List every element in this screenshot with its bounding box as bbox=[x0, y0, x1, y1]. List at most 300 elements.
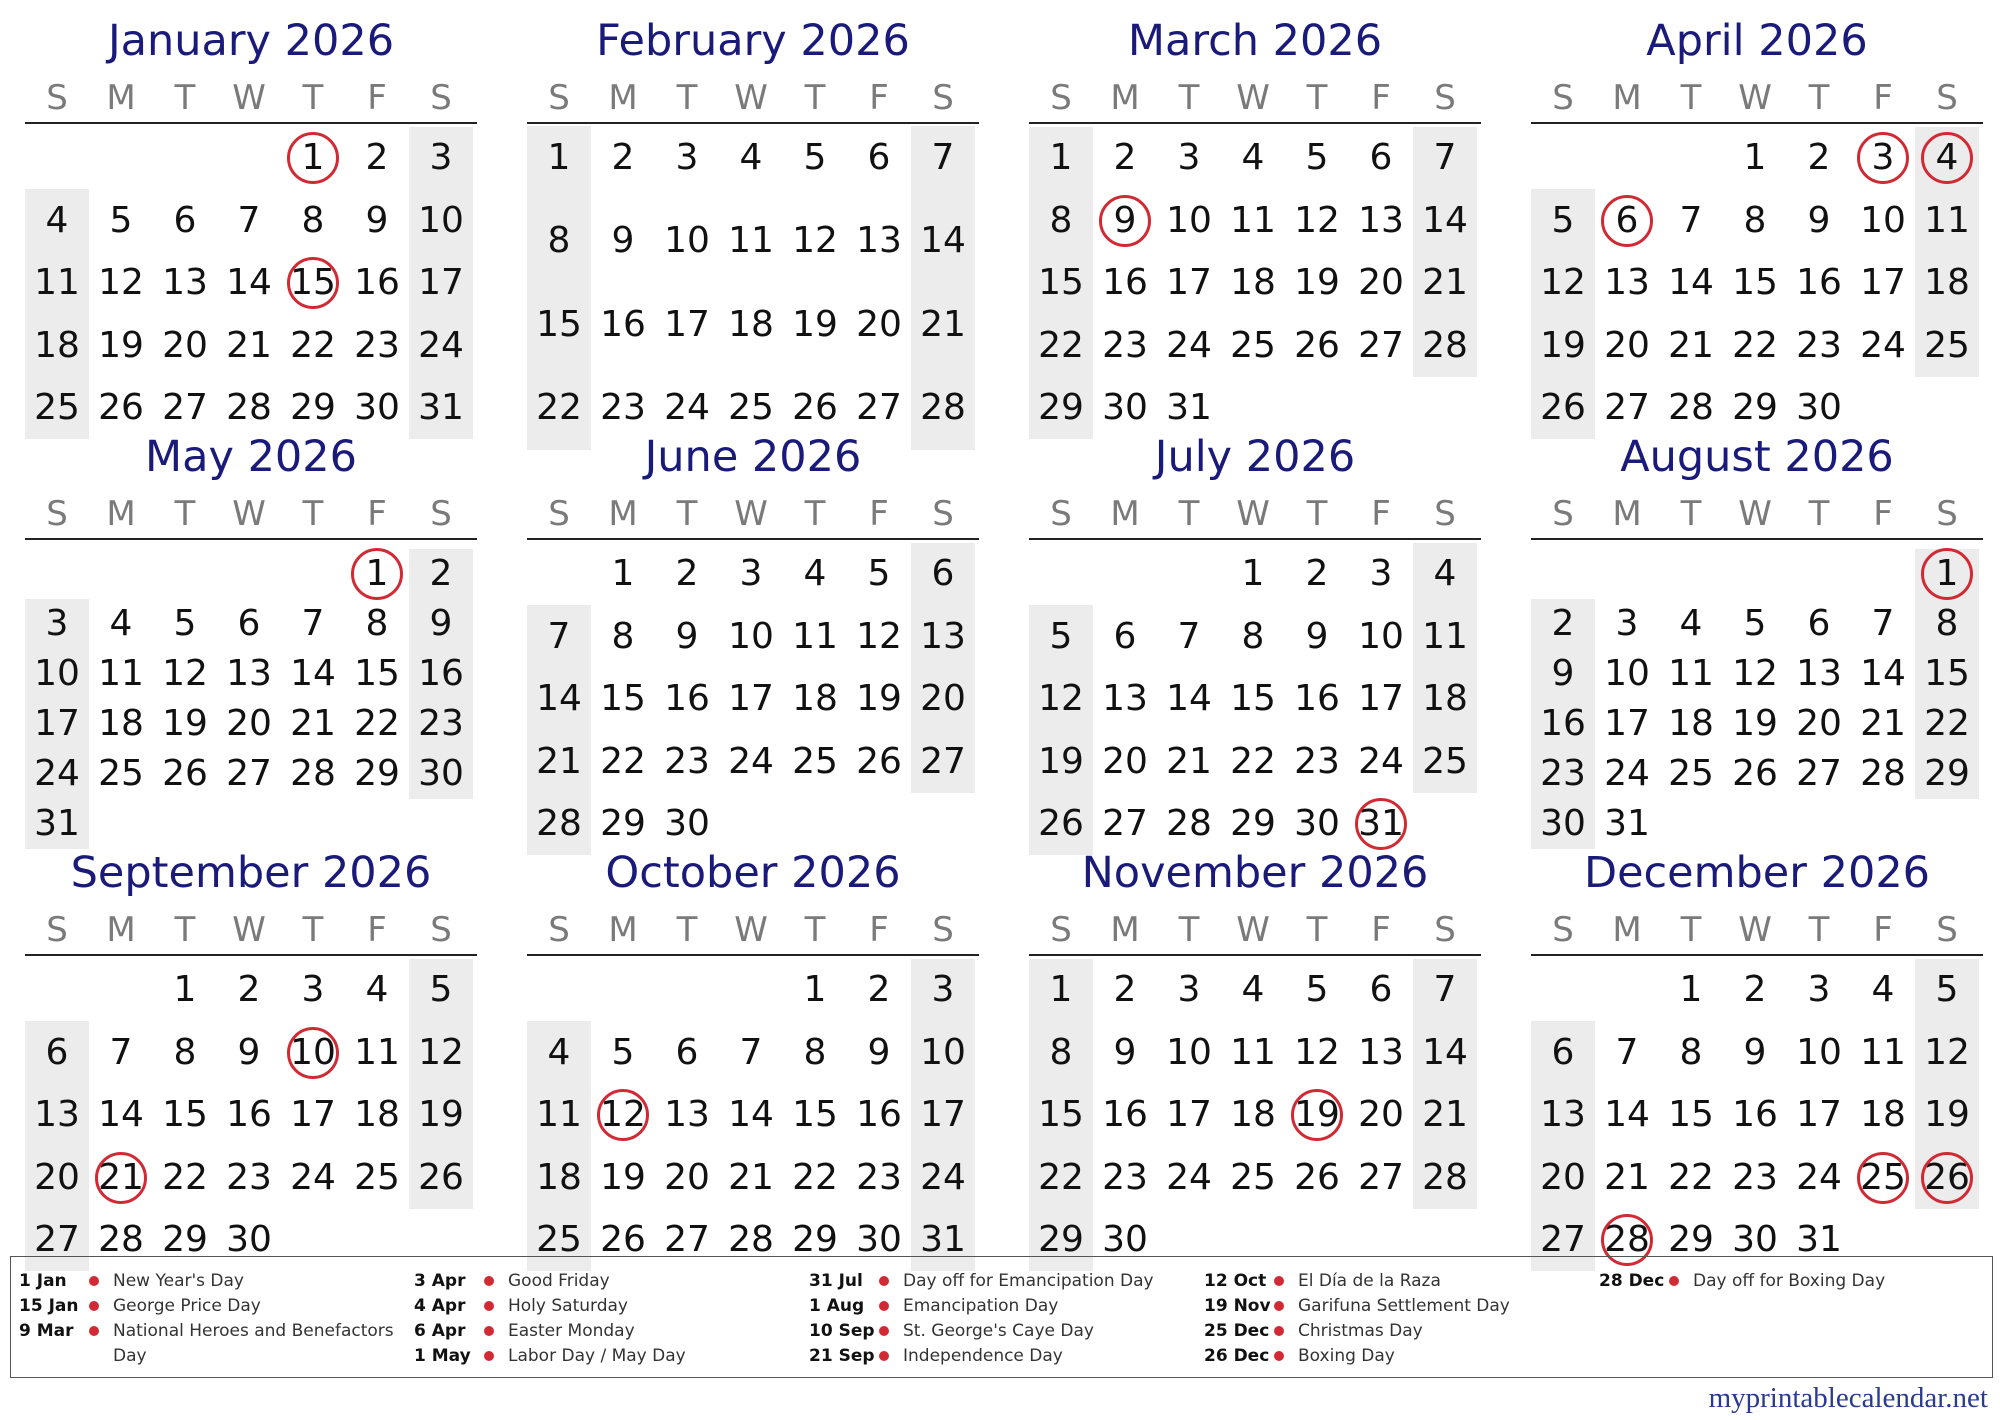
legend-date: 1 May bbox=[414, 1346, 471, 1366]
day-cell: 3 bbox=[301, 969, 325, 1010]
day-cell: 20 bbox=[1540, 1156, 1586, 1198]
day-cell: 10 bbox=[1166, 1031, 1212, 1073]
day-cell: 24 bbox=[728, 740, 774, 782]
day-cell: 27 bbox=[1540, 1219, 1586, 1260]
day-cell: 5 bbox=[173, 603, 197, 644]
month-title: May 2026 bbox=[145, 432, 357, 482]
day-cell: 6 bbox=[1369, 969, 1393, 1010]
legend-item bbox=[1204, 1294, 1599, 1319]
weekday-header: M bbox=[1110, 910, 1140, 950]
weekday-header: S bbox=[548, 494, 570, 534]
day-cell: 22 bbox=[1230, 740, 1276, 782]
weekday-header: S bbox=[430, 78, 452, 118]
legend-date: 19 Nov bbox=[1204, 1296, 1271, 1316]
holiday-day-cell: 26 bbox=[1915, 1151, 1979, 1205]
day-cell: 16 bbox=[418, 653, 464, 694]
site-footer[interactable]: myprintablecalendar.net bbox=[1708, 1382, 1988, 1414]
month-title: January 2026 bbox=[107, 16, 395, 66]
weekday-header: F bbox=[869, 494, 889, 534]
day-cell: 24 bbox=[664, 387, 710, 428]
day-cell: 28 bbox=[98, 1219, 144, 1260]
day-cell: 30 bbox=[1102, 387, 1148, 428]
day-cell: 6 bbox=[867, 137, 891, 178]
day-cell: 25 bbox=[34, 387, 80, 428]
day-cell: 21 bbox=[1860, 703, 1906, 744]
day-cell: 26 bbox=[856, 740, 902, 782]
legend-item bbox=[1599, 1269, 1994, 1294]
weekday-header: S bbox=[1552, 494, 1574, 534]
day-cell: 9 bbox=[1807, 199, 1831, 241]
day-cell: 18 bbox=[354, 1094, 400, 1135]
day-cell: 25 bbox=[536, 1219, 582, 1260]
day-cell: 23 bbox=[1294, 740, 1340, 782]
day-cell: 7 bbox=[931, 137, 955, 178]
holiday-dot-icon bbox=[89, 1326, 99, 1336]
day-cell: 15 bbox=[536, 303, 582, 345]
weekday-header: T bbox=[302, 910, 324, 950]
day-cell: 3 bbox=[931, 969, 955, 1010]
day-cell: 1 bbox=[547, 137, 571, 178]
day-cell: 5 bbox=[1305, 137, 1329, 178]
day-cell: 5 bbox=[109, 199, 133, 241]
day-cell: 16 bbox=[1732, 1094, 1778, 1135]
day-cell: 26 bbox=[792, 387, 838, 428]
day-cell: 6 bbox=[1369, 137, 1393, 178]
day-cell: 4 bbox=[45, 199, 69, 241]
day-cell: 16 bbox=[1102, 1094, 1148, 1135]
weekday-header: T bbox=[1178, 494, 1200, 534]
weekday-header: T bbox=[302, 494, 324, 534]
header-divider bbox=[1029, 954, 1481, 956]
day-cell: 1 bbox=[1241, 553, 1265, 594]
day-cell: 9 bbox=[1113, 1031, 1137, 1073]
day-cell: 10 bbox=[418, 199, 464, 241]
day-cell: 12 bbox=[1540, 262, 1586, 303]
weekday-header: T bbox=[1178, 910, 1200, 950]
holiday-dot-icon bbox=[879, 1326, 889, 1336]
day-cell: 15 bbox=[792, 1094, 838, 1135]
day-cell: 17 bbox=[1604, 703, 1650, 744]
day-cell: 23 bbox=[1732, 1156, 1778, 1198]
day-cell: 10 bbox=[1166, 199, 1212, 241]
day-cell: 25 bbox=[728, 387, 774, 428]
legend-holiday-name: Emancipation Day bbox=[903, 1296, 1059, 1316]
weekday-header: T bbox=[174, 910, 196, 950]
weekday-header: T bbox=[804, 910, 826, 950]
holiday-day-cell: 1 bbox=[1915, 547, 1979, 601]
day-cell: 17 bbox=[728, 678, 774, 719]
legend-item bbox=[809, 1269, 1204, 1294]
weekday-header: S bbox=[548, 78, 570, 118]
holiday-day-cell: 3 bbox=[1851, 131, 1915, 185]
holiday-day-cell: 10 bbox=[281, 1026, 345, 1080]
day-cell: 6 bbox=[1551, 1031, 1575, 1073]
weekday-header: F bbox=[869, 78, 889, 118]
weekday-header: W bbox=[1738, 78, 1772, 118]
day-cell: 28 bbox=[1668, 387, 1714, 428]
day-cell: 27 bbox=[856, 387, 902, 428]
weekday-header: T bbox=[1680, 494, 1702, 534]
day-cell: 16 bbox=[354, 262, 400, 303]
day-cell: 27 bbox=[1796, 753, 1842, 794]
day-cell: 27 bbox=[226, 753, 272, 794]
weekday-header: T bbox=[1306, 494, 1328, 534]
legend-date: 4 Apr bbox=[414, 1296, 466, 1316]
day-cell: 30 bbox=[226, 1219, 272, 1260]
weekday-header: W bbox=[734, 494, 768, 534]
legend-date: 31 Jul bbox=[809, 1271, 863, 1291]
day-cell: 23 bbox=[354, 324, 400, 366]
day-cell: 13 bbox=[856, 220, 902, 262]
day-cell: 24 bbox=[920, 1156, 966, 1198]
month-august bbox=[1531, 416, 1983, 844]
day-cell: 11 bbox=[728, 220, 774, 262]
legend-date: 3 Apr bbox=[414, 1271, 466, 1291]
day-cell: 19 bbox=[1038, 740, 1084, 782]
legend-item bbox=[19, 1294, 414, 1319]
day-cell: 30 bbox=[1294, 803, 1340, 844]
holiday-dot-icon bbox=[1274, 1276, 1284, 1286]
day-cell: 8 bbox=[1935, 603, 1959, 644]
day-cell: 8 bbox=[1049, 1031, 1073, 1073]
day-cell: 2 bbox=[365, 137, 389, 178]
legend-item bbox=[414, 1269, 809, 1294]
legend-holiday-name: St. George's Caye Day bbox=[903, 1321, 1094, 1341]
day-cell: 2 bbox=[237, 969, 261, 1010]
holiday-day-cell: 1 bbox=[281, 131, 345, 185]
day-cell: 28 bbox=[536, 803, 582, 844]
day-cell: 6 bbox=[931, 553, 955, 594]
legend-date: 15 Jan bbox=[19, 1296, 79, 1316]
weekday-header: S bbox=[548, 910, 570, 950]
day-cell: 23 bbox=[1540, 753, 1586, 794]
day-cell: 13 bbox=[226, 653, 272, 694]
weekday-header: S bbox=[932, 494, 954, 534]
day-cell: 28 bbox=[728, 1219, 774, 1260]
legend-date: 25 Dec bbox=[1204, 1321, 1270, 1341]
day-cell: 4 bbox=[1871, 969, 1895, 1010]
day-cell: 30 bbox=[1540, 803, 1586, 844]
day-cell: 10 bbox=[1796, 1031, 1842, 1073]
weekday-header: T bbox=[1178, 78, 1200, 118]
day-cell: 2 bbox=[429, 553, 453, 594]
day-cell: 30 bbox=[1796, 387, 1842, 428]
day-cell: 22 bbox=[1038, 324, 1084, 366]
day-cell: 22 bbox=[1924, 703, 1970, 744]
day-cell: 12 bbox=[1038, 678, 1084, 719]
day-cell: 18 bbox=[1668, 703, 1714, 744]
legend-holiday-name: Holy Saturday bbox=[508, 1296, 628, 1316]
day-cell: 5 bbox=[1305, 969, 1329, 1010]
day-cell: 29 bbox=[1230, 803, 1276, 844]
header-divider bbox=[527, 122, 979, 124]
day-cell: 13 bbox=[34, 1094, 80, 1135]
day-cell: 16 bbox=[1294, 678, 1340, 719]
weekday-header: S bbox=[932, 78, 954, 118]
day-cell: 4 bbox=[1241, 969, 1265, 1010]
day-cell: 25 bbox=[1230, 324, 1276, 366]
day-cell: 1 bbox=[1049, 137, 1073, 178]
day-cell: 31 bbox=[1796, 1219, 1842, 1260]
day-cell: 24 bbox=[34, 753, 80, 794]
day-cell: 9 bbox=[611, 220, 635, 262]
day-cell: 24 bbox=[290, 1156, 336, 1198]
day-cell: 14 bbox=[536, 678, 582, 719]
day-cell: 18 bbox=[1860, 1094, 1906, 1135]
weekday-header: M bbox=[106, 78, 136, 118]
day-cell: 4 bbox=[109, 603, 133, 644]
holiday-dot-icon bbox=[484, 1276, 494, 1286]
day-cell: 20 bbox=[1604, 324, 1650, 366]
weekday-header: M bbox=[1612, 494, 1642, 534]
day-cell: 24 bbox=[1604, 753, 1650, 794]
month-title: October 2026 bbox=[605, 848, 901, 898]
day-cell: 18 bbox=[536, 1156, 582, 1198]
day-cell: 3 bbox=[1177, 137, 1201, 178]
day-cell: 10 bbox=[728, 615, 774, 657]
day-cell: 11 bbox=[1668, 653, 1714, 694]
day-cell: 2 bbox=[1305, 553, 1329, 594]
day-cell: 17 bbox=[920, 1094, 966, 1135]
holiday-dot-icon bbox=[89, 1301, 99, 1311]
day-cell: 12 bbox=[792, 220, 838, 262]
day-cell: 15 bbox=[1038, 262, 1084, 303]
day-cell: 26 bbox=[1294, 324, 1340, 366]
day-cell: 27 bbox=[1358, 324, 1404, 366]
day-cell: 2 bbox=[1807, 137, 1831, 178]
legend-holiday-name: Boxing Day bbox=[1298, 1346, 1395, 1366]
weekday-header: F bbox=[1371, 78, 1391, 118]
day-cell: 29 bbox=[354, 753, 400, 794]
day-cell: 17 bbox=[1358, 678, 1404, 719]
day-cell: 27 bbox=[1358, 1156, 1404, 1198]
day-cell: 13 bbox=[162, 262, 208, 303]
weekday-header: T bbox=[1306, 78, 1328, 118]
day-cell: 24 bbox=[1860, 324, 1906, 366]
day-cell: 20 bbox=[34, 1156, 80, 1198]
holiday-dot-icon bbox=[89, 1276, 99, 1286]
day-cell: 1 bbox=[173, 969, 197, 1010]
legend-item bbox=[414, 1294, 809, 1319]
day-cell: 23 bbox=[418, 703, 464, 744]
weekday-header: W bbox=[734, 78, 768, 118]
weekday-header: M bbox=[1612, 78, 1642, 118]
day-cell: 22 bbox=[290, 324, 336, 366]
day-cell: 17 bbox=[1860, 262, 1906, 303]
weekday-header: M bbox=[608, 494, 638, 534]
weekday-header: S bbox=[1552, 78, 1574, 118]
day-cell: 7 bbox=[1433, 969, 1457, 1010]
day-cell: 7 bbox=[739, 1031, 763, 1073]
day-cell: 25 bbox=[1924, 324, 1970, 366]
holiday-day-cell: 12 bbox=[591, 1088, 655, 1142]
weekday-header: F bbox=[1873, 910, 1893, 950]
day-cell: 16 bbox=[856, 1094, 902, 1135]
month-october bbox=[527, 832, 979, 1260]
day-cell: 10 bbox=[34, 653, 80, 694]
weekday-header: F bbox=[1873, 78, 1893, 118]
day-cell: 9 bbox=[1305, 615, 1329, 657]
holiday-day-cell: 19 bbox=[1285, 1088, 1349, 1142]
day-cell: 28 bbox=[226, 387, 272, 428]
month-title: July 2026 bbox=[1154, 432, 1356, 482]
day-cell: 7 bbox=[301, 603, 325, 644]
day-cell: 19 bbox=[1924, 1094, 1970, 1135]
month-title: February 2026 bbox=[596, 16, 910, 66]
day-cell: 19 bbox=[1732, 703, 1778, 744]
day-cell: 30 bbox=[664, 803, 710, 844]
day-cell: 21 bbox=[728, 1156, 774, 1198]
day-cell: 20 bbox=[1358, 1094, 1404, 1135]
weekday-header: S bbox=[1434, 494, 1456, 534]
day-cell: 16 bbox=[226, 1094, 272, 1135]
day-cell: 13 bbox=[664, 1094, 710, 1135]
day-cell: 22 bbox=[162, 1156, 208, 1198]
day-cell: 8 bbox=[173, 1031, 197, 1073]
day-cell: 28 bbox=[1422, 324, 1468, 366]
day-cell: 22 bbox=[1668, 1156, 1714, 1198]
day-cell: 14 bbox=[1166, 678, 1212, 719]
weekday-header: T bbox=[804, 78, 826, 118]
holiday-dot-icon bbox=[1274, 1326, 1284, 1336]
day-cell: 21 bbox=[1422, 262, 1468, 303]
day-cell: 15 bbox=[354, 653, 400, 694]
day-cell: 27 bbox=[162, 387, 208, 428]
legend-holiday-name: Labor Day / May Day bbox=[508, 1346, 686, 1366]
day-cell: 22 bbox=[536, 387, 582, 428]
day-cell: 20 bbox=[1796, 703, 1842, 744]
day-cell: 21 bbox=[1422, 1094, 1468, 1135]
day-cell: 20 bbox=[856, 303, 902, 345]
day-cell: 9 bbox=[867, 1031, 891, 1073]
day-cell: 6 bbox=[1113, 615, 1137, 657]
weekday-header: S bbox=[932, 910, 954, 950]
day-cell: 10 bbox=[920, 1031, 966, 1073]
day-cell: 21 bbox=[920, 303, 966, 345]
day-cell: 23 bbox=[1796, 324, 1842, 366]
weekday-header: F bbox=[1371, 494, 1391, 534]
day-cell: 20 bbox=[920, 678, 966, 719]
day-cell: 12 bbox=[1294, 1031, 1340, 1073]
weekday-header: W bbox=[1236, 78, 1270, 118]
day-cell: 19 bbox=[98, 324, 144, 366]
day-cell: 5 bbox=[803, 137, 827, 178]
legend-date: 28 Dec bbox=[1599, 1271, 1665, 1291]
day-cell: 30 bbox=[354, 387, 400, 428]
day-cell: 5 bbox=[1743, 603, 1767, 644]
weekday-header: S bbox=[1050, 78, 1072, 118]
holiday-dot-icon bbox=[879, 1276, 889, 1286]
month-title: April 2026 bbox=[1646, 16, 1868, 66]
day-cell: 16 bbox=[600, 303, 646, 345]
legend-item bbox=[809, 1344, 1204, 1369]
header-divider bbox=[1531, 122, 1983, 124]
day-cell: 15 bbox=[1924, 653, 1970, 694]
day-cell: 17 bbox=[418, 262, 464, 303]
holiday-day-cell: 9 bbox=[1093, 194, 1157, 248]
day-cell: 1 bbox=[803, 969, 827, 1010]
month-title: December 2026 bbox=[1583, 848, 1931, 898]
month-title: November 2026 bbox=[1081, 848, 1429, 898]
day-cell: 15 bbox=[1038, 1094, 1084, 1135]
day-cell: 25 bbox=[792, 740, 838, 782]
day-cell: 29 bbox=[600, 803, 646, 844]
holiday-dot-icon bbox=[1274, 1301, 1284, 1311]
weekday-header: T bbox=[174, 78, 196, 118]
day-cell: 8 bbox=[301, 199, 325, 241]
day-cell: 7 bbox=[1177, 615, 1201, 657]
weekday-header: S bbox=[1050, 910, 1072, 950]
header-divider bbox=[25, 954, 477, 956]
day-cell: 10 bbox=[1860, 199, 1906, 241]
day-cell: 8 bbox=[1241, 615, 1265, 657]
day-cell: 29 bbox=[290, 387, 336, 428]
day-cell: 14 bbox=[1860, 653, 1906, 694]
day-cell: 3 bbox=[1369, 553, 1393, 594]
day-cell: 22 bbox=[354, 703, 400, 744]
day-cell: 19 bbox=[162, 703, 208, 744]
weekday-header: W bbox=[232, 494, 266, 534]
weekday-header: S bbox=[1936, 494, 1958, 534]
legend-date: 6 Apr bbox=[414, 1321, 466, 1341]
weekday-header: S bbox=[1434, 910, 1456, 950]
month-september bbox=[25, 832, 477, 1260]
legend-date: 9 Mar bbox=[19, 1321, 74, 1341]
weekday-header: T bbox=[1680, 910, 1702, 950]
legend-item bbox=[19, 1319, 414, 1369]
day-cell: 12 bbox=[1294, 199, 1340, 241]
day-cell: 8 bbox=[547, 220, 571, 262]
legend-holiday-name: Garifuna Settlement Day bbox=[1298, 1296, 1510, 1316]
day-cell: 16 bbox=[1540, 703, 1586, 744]
day-cell: 25 bbox=[1230, 1156, 1276, 1198]
day-cell: 9 bbox=[429, 603, 453, 644]
holiday-dot-icon bbox=[879, 1351, 889, 1361]
day-cell: 13 bbox=[1102, 678, 1148, 719]
day-cell: 23 bbox=[1102, 324, 1148, 366]
day-cell: 18 bbox=[1924, 262, 1970, 303]
weekday-header: F bbox=[1873, 494, 1893, 534]
day-cell: 2 bbox=[867, 969, 891, 1010]
day-cell: 11 bbox=[1860, 1031, 1906, 1073]
day-cell: 5 bbox=[611, 1031, 635, 1073]
day-cell: 30 bbox=[1732, 1219, 1778, 1260]
weekday-header: T bbox=[1808, 494, 1830, 534]
day-cell: 10 bbox=[1358, 615, 1404, 657]
day-cell: 24 bbox=[1166, 1156, 1212, 1198]
holiday-day-cell: 31 bbox=[1349, 797, 1413, 851]
weekday-header: M bbox=[1110, 494, 1140, 534]
day-cell: 3 bbox=[1807, 969, 1831, 1010]
day-cell: 21 bbox=[1668, 324, 1714, 366]
day-cell: 7 bbox=[1433, 137, 1457, 178]
weekday-header: M bbox=[106, 910, 136, 950]
day-cell: 5 bbox=[1935, 969, 1959, 1010]
day-cell: 22 bbox=[1038, 1156, 1084, 1198]
weekday-header: W bbox=[1738, 910, 1772, 950]
day-cell: 30 bbox=[418, 753, 464, 794]
legend-holiday-name: Independence Day bbox=[903, 1346, 1063, 1366]
day-cell: 12 bbox=[1924, 1031, 1970, 1073]
day-cell: 30 bbox=[1102, 1219, 1148, 1260]
day-cell: 18 bbox=[792, 678, 838, 719]
legend-date: 12 Oct bbox=[1204, 1271, 1267, 1291]
day-cell: 26 bbox=[1732, 753, 1778, 794]
month-title: August 2026 bbox=[1620, 432, 1894, 482]
day-cell: 5 bbox=[1551, 199, 1575, 241]
day-cell: 10 bbox=[1604, 653, 1650, 694]
day-cell: 22 bbox=[792, 1156, 838, 1198]
